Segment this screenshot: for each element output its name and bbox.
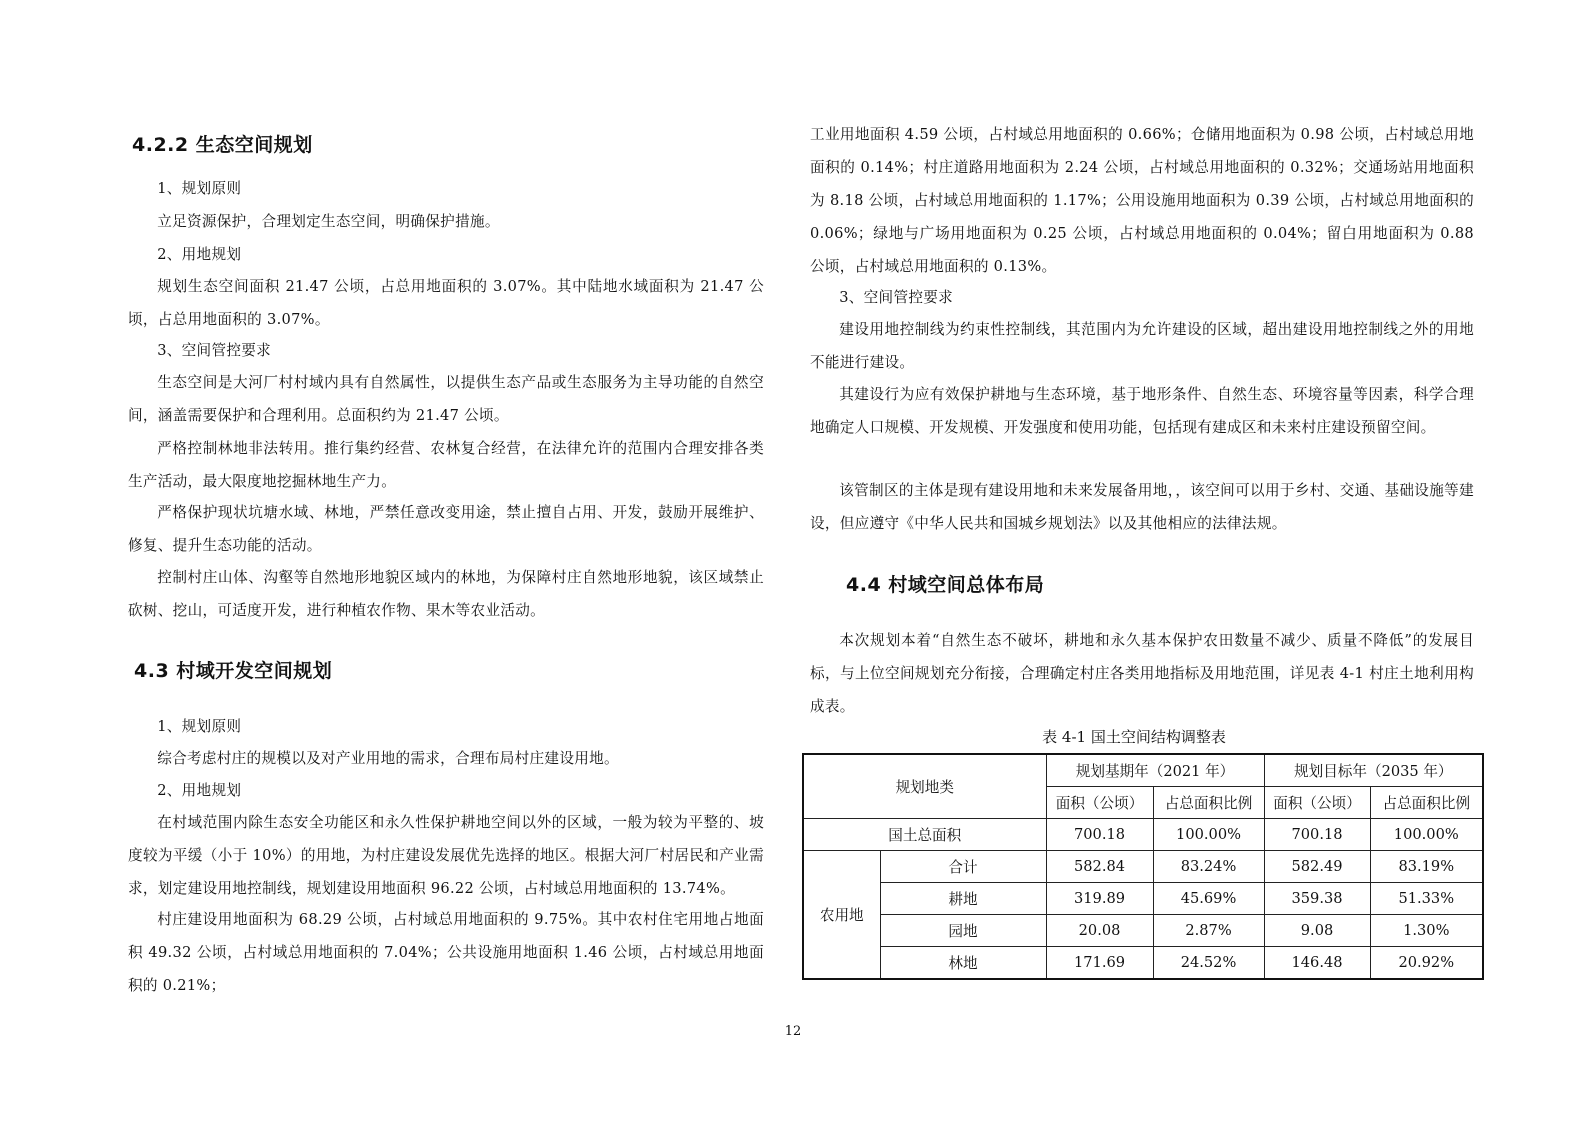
cell-area-base: 171.69 (1046, 947, 1153, 980)
table-caption: 表 4-1 国土空间结构调整表 (1042, 728, 1226, 746)
header-ratio-target: 占总面积比例 (1370, 787, 1483, 819)
cell-area-target: 582.49 (1264, 851, 1370, 883)
eco-subtitle-landuse: 2、用地规划 (157, 246, 242, 263)
table-row (803, 947, 1483, 980)
page-number: 12 (784, 1024, 802, 1039)
cell-label: 耕地 (880, 883, 1046, 915)
header-area-target: 面积（公顷） (1264, 787, 1370, 819)
eco-para-principle: 立足资源保护，合理划定生态空间，明确保护措施。 (157, 213, 500, 230)
cell-area-base: 20.08 (1046, 915, 1153, 947)
cell-ratio-target: 51.33% (1370, 883, 1483, 915)
cell-ratio-base: 45.69% (1153, 883, 1264, 915)
cell-area-base: 319.89 (1046, 883, 1153, 915)
header-area-base: 面积（公顷） (1046, 787, 1153, 819)
cell-area-base: 700.18 (1046, 819, 1153, 851)
eco-subtitle-control: 3、空间管控要求 (157, 342, 272, 359)
cell-label: 合计 (880, 851, 1046, 883)
eco-subtitle-principle: 1、规划原则 (157, 180, 242, 197)
table-row (803, 915, 1483, 947)
layout-para: 本次规划本着“自然生态不破坏，耕地和永久基本保护农田数量不减少、质量不降低”的发展目标，与上位空间规划充分衔接，合理确定村庄各类用地指标及用地范围，详见表 4-1 村庄土地利用构成表。 (810, 632, 1474, 715)
dev-para-principle: 综合考虑村庄的规模以及对产业用地的需求，合理布局村庄建设用地。 (157, 750, 619, 767)
header-category: 规划地类 (803, 754, 1046, 819)
cell-ratio-target: 83.19% (1370, 851, 1483, 883)
build-para-control-1: 建设用地控制线为约束性控制线，其范围内为允许建设的区域，超出建设用地控制线之外的用地不能进行建设。 (810, 321, 1474, 371)
build-para-control-2: 其建设行为应有效保护耕地与生态环境，基于地形条件、自然生态、环境容量等因素，科学合理地确定人口规模、开发规模、开发强度和使用功能，包括现有建成区和未来村庄建设预留空间。 (810, 386, 1474, 436)
cell-area-target: 359.38 (1264, 883, 1370, 915)
cell-label: 园地 (880, 915, 1046, 947)
table-row (803, 883, 1483, 915)
eco-para-control-3: 严格保护现状坑塘水域、林地，严禁任意改变用途，禁止擅自占用、开发，鼓励开展维护、修复、提升生态功能的活动。 (128, 504, 764, 554)
cell-ratio-target: 20.92% (1370, 947, 1483, 980)
dev-para-village-land: 村庄建设用地面积为 68.29 公顷，占村域总用地面积的 9.75%。其中农村住宅用地占地面积 49.32 公顷，占村域总用地面积的 7.04%；公共设施用地面积 1.46 公顷，占村域总用地面积的 0.21%； (128, 911, 764, 994)
cell-ratio-target: 1.30% (1370, 915, 1483, 947)
dev-subtitle-principle: 1、规划原则 (157, 718, 242, 735)
heading-4-4: 4.4 村域空间总体布局 (846, 574, 1045, 596)
build-para-control-3: 该管制区的主体是现有建设用地和未来发展备用地，，该空间可以用于乡村、交通、基础设施等建设，但应遵守《中华人民共和国城乡规划法》以及其他相应的法律法规。 (810, 482, 1474, 532)
cell-ratio-base: 100.00% (1153, 819, 1264, 851)
cell-label: 林地 (880, 947, 1046, 980)
eco-para-control-1: 生态空间是大河厂村村域内具有自然属性，以提供生态产品或生态服务为主导功能的自然空间，涵盖需要保护和合理利用。总面积约为 21.47 公顷。 (128, 374, 764, 424)
header-target-year: 规划目标年（2035 年） (1264, 754, 1483, 787)
heading-4-3: 4.3 村域开发空间规划 (134, 660, 333, 682)
build-subtitle-control: 3、空间管控要求 (839, 289, 954, 306)
cell-label: 国土总面积 (803, 819, 1046, 851)
cell-group-agricultural: 农用地 (803, 851, 880, 980)
cell-area-target: 700.18 (1264, 819, 1370, 851)
eco-para-landuse: 规划生态空间面积 21.47 公顷，占总用地面积的 3.07%。其中陆地水域面积为 21.47 公顷，占总用地面积的 3.07%。 (128, 278, 764, 328)
dev-subtitle-landuse: 2、用地规划 (157, 782, 242, 799)
header-ratio-base: 占总面积比例 (1153, 787, 1264, 819)
table-header-row-1 (803, 754, 1483, 787)
cell-ratio-base: 2.87% (1153, 915, 1264, 947)
cell-area-base: 582.84 (1046, 851, 1153, 883)
heading-4-2-2: 4.2.2 生态空间规划 (132, 134, 313, 156)
eco-para-control-2: 严格控制林地非法转用。推行集约经营、农林复合经营，在法律允许的范围内合理安排各类生产活动，最大限度地挖掘林地生产力。 (128, 440, 764, 490)
eco-para-control-4: 控制村庄山体、沟壑等自然地形地貌区域内的林地，为保障村庄自然地形地貌，该区域禁止砍树、挖山，可适度开发，进行种植农作物、果木等农业活动。 (128, 569, 764, 619)
table-row (803, 851, 1483, 883)
land-structure-table (802, 753, 1484, 980)
header-base-year: 规划基期年（2021 年） (1046, 754, 1264, 787)
dev-para-continued: 工业用地面积 4.59 公顷，占村域总用地面积的 0.66%；仓储用地面积为 0.98 公顷，占村域总用地面积的 0.14%；村庄道路用地面积为 2.24 公顷，占村域总用地面积的 0.32%；交通场站用地面积为 8.18 公顷，占村域总用地面积的 1.17%；公用设施用地面积为 0.39 公顷，占村域总用地面积的 0.06%；绿地与广场用地面积为 0.25 公顷，占村域总用地面积的 0.04%；留白用地面积为 0.88 公顷，占村域总用地面积的 0.13%。 (810, 126, 1474, 275)
table-row-total (803, 819, 1483, 851)
cell-ratio-base: 83.24% (1153, 851, 1264, 883)
dev-para-landuse: 在村域范围内除生态安全功能区和永久性保护耕地空间以外的区域，一般为较为平整的、坡度较为平缓（小于 10%）的用地，为村庄建设发展优先选择的地区。根据大河厂村居民和产业需求，划定建设用地控制线，规划建设用地面积 96.22 公顷，占村域总用地面积的 13.74%。 (128, 814, 764, 897)
cell-area-target: 146.48 (1264, 947, 1370, 980)
cell-ratio-base: 24.52% (1153, 947, 1264, 980)
cell-ratio-target: 100.00% (1370, 819, 1483, 851)
cell-area-target: 9.08 (1264, 915, 1370, 947)
